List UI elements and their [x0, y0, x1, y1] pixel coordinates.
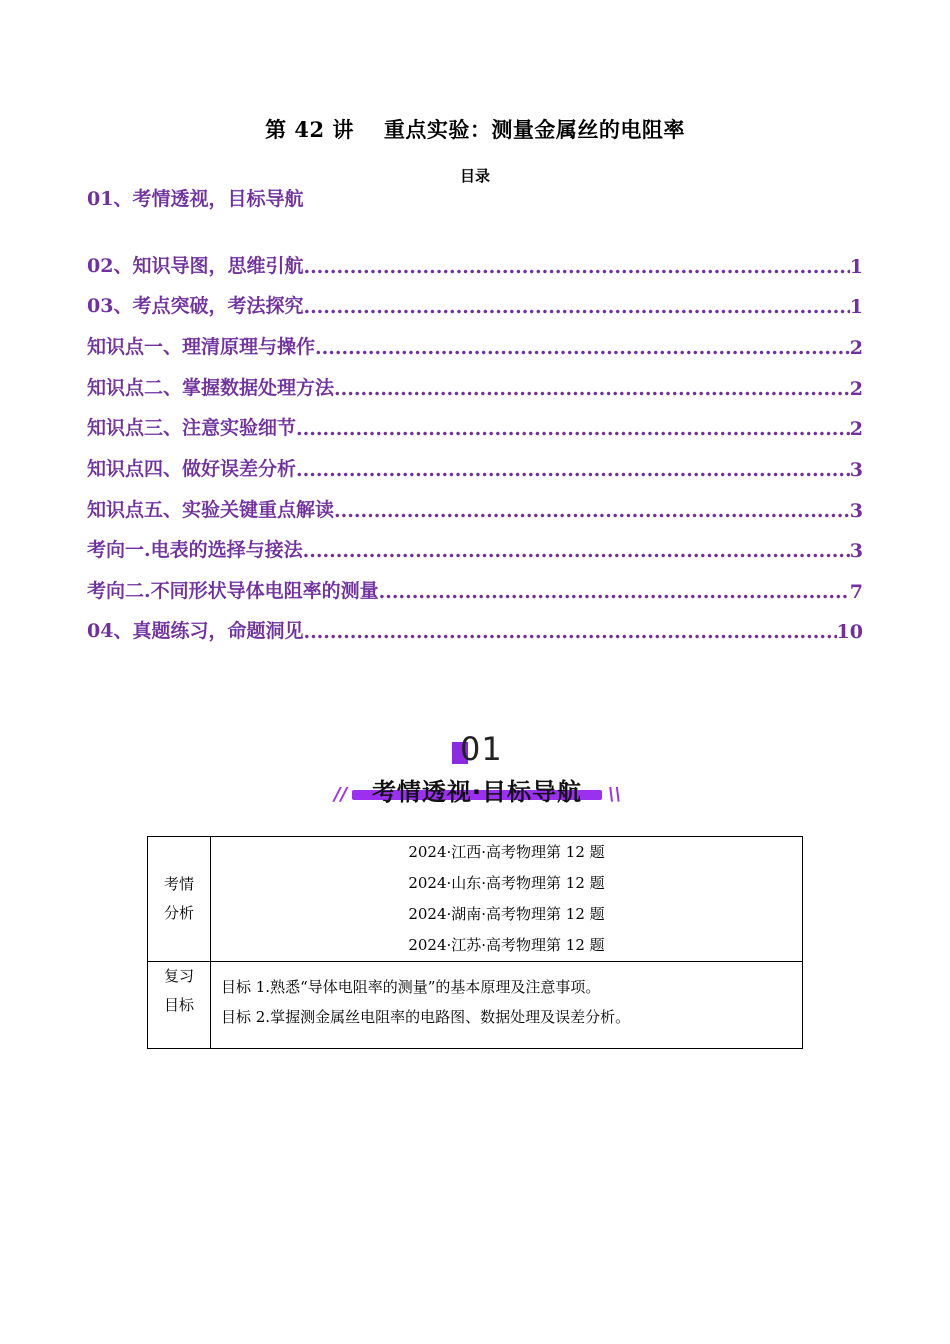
toc-leader-dots	[334, 500, 850, 522]
left-slash-decoration: //	[334, 784, 348, 805]
exam-analysis-table	[147, 836, 803, 1049]
right-slash-decoration: \\	[608, 784, 622, 805]
toc-heading: 目录	[459, 167, 490, 185]
exam-item: 2024·湖南·高考物理第 12 题	[408, 905, 605, 923]
table-row	[148, 837, 803, 962]
toc-item-label: 知识点一、理清原理与操作	[87, 336, 316, 358]
toc-item-7[interactable]	[87, 453, 863, 481]
toc-leader-dots	[379, 581, 850, 603]
toc-leader-dots	[334, 378, 850, 400]
toc-page-number: 2	[849, 418, 863, 440]
toc-item-11[interactable]	[87, 615, 863, 643]
lecture-number: 第 42 讲	[265, 117, 354, 142]
toc-page-number: 2	[849, 378, 863, 400]
section-title-bar	[352, 772, 602, 806]
toc-item-label: 知识点二、掌握数据处理方法	[87, 377, 335, 399]
toc-leader-dots	[296, 459, 850, 481]
toc-page-number: 7	[849, 581, 863, 603]
toc-item-label: 知识点三、注意实验细节	[87, 417, 297, 439]
exam-item: 2024·江苏·高考物理第 12 题	[408, 936, 605, 954]
table-row	[148, 962, 803, 1049]
toc-leader-dots	[303, 296, 849, 318]
toc-item-5[interactable]	[87, 372, 863, 400]
section-number: 01	[460, 730, 503, 768]
toc-page-number: 1	[849, 296, 863, 318]
toc-page-number: 3	[849, 540, 863, 562]
document-title	[0, 114, 950, 144]
toc-item-label: 知识点四、做好误差分析	[87, 458, 297, 480]
toc-page-number: 2	[849, 337, 863, 359]
toc-item-label: 知识点五、实验关键重点解读	[87, 499, 335, 521]
toc-leader-dots	[303, 256, 849, 278]
toc-item-label: 考向二.不同形状导体电阻率的测量	[87, 580, 379, 602]
exam-item: 2024·江西·高考物理第 12 题	[408, 843, 605, 861]
toc-item-9[interactable]	[87, 534, 863, 562]
toc-item-10[interactable]	[87, 575, 863, 603]
toc-page-number: 10	[836, 621, 863, 643]
toc-item-label: 考向一.电表的选择与接法	[87, 539, 303, 561]
toc-item-label: 01、考情透视，目标导航	[87, 188, 304, 210]
row-header-goals: 复习目标	[148, 962, 211, 1049]
toc-item-3[interactable]	[87, 290, 863, 318]
row-header-analysis: 考情分析	[148, 837, 211, 962]
toc-item-label: 04、真题练习，命题洞见	[87, 620, 304, 642]
toc-item-label: 03、考点突破，考法探究	[87, 295, 304, 317]
toc-page-number: 3	[849, 459, 863, 481]
toc-leader-dots	[303, 621, 836, 643]
toc-item-8[interactable]	[87, 494, 863, 522]
toc-leader-dots	[296, 418, 850, 440]
exam-item: 2024·山东·高考物理第 12 题	[408, 874, 605, 892]
toc-item-6[interactable]	[87, 412, 863, 440]
toc-item-2[interactable]	[87, 250, 863, 278]
goals-cell	[211, 962, 803, 1049]
lecture-title: 重点实验：测量金属丝的电阻率	[383, 117, 685, 142]
toc-item-label: 02、知识导图，思维引航	[87, 255, 304, 277]
toc-item-4[interactable]	[87, 331, 863, 359]
toc-leader-dots	[315, 337, 850, 359]
toc-page-number: 3	[849, 500, 863, 522]
goal-item: 目标 2.掌握测金属丝电阻率的电路图、数据处理及误差分析。	[221, 1008, 631, 1026]
goal-item: 目标 1.熟悉“导体电阻率的测量”的基本原理及注意事项。	[221, 978, 601, 996]
toc-leader-dots	[303, 540, 850, 562]
section-banner	[330, 728, 620, 808]
exam-list-cell	[211, 837, 803, 962]
toc-item-1[interactable]	[87, 186, 327, 213]
toc-page-number: 1	[849, 256, 863, 278]
section-title: 考情透视·目标导航	[371, 778, 583, 806]
